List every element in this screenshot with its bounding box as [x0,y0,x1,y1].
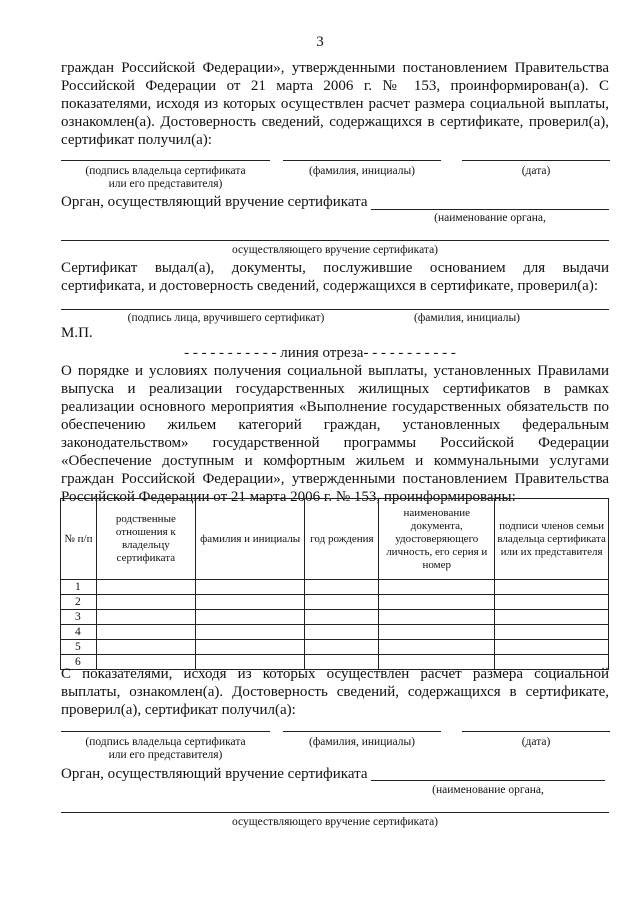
issuer-sign-line [61,309,609,310]
family-members-table [60,498,609,670]
issuing-body-caption-2: осуществляющего вручение сертификата) [231,244,439,256]
row-number: 3 [61,610,97,625]
signature-cell[interactable] [495,625,609,640]
issuing-body-line [371,209,609,210]
relationship-cell[interactable] [96,580,195,595]
row-number: 2 [61,595,97,610]
bottom-paragraph: С показателями, исходя из которых осуществлен расчет размера социальной выплаты, ознакомлен(а). Достоверность сведений, содержащихся в сертификате, проверил(а), сертификат получил(а): [61,666,609,718]
header-full-name: фамилия и инициалы [195,499,305,580]
issuing-body-label: Орган, осуществляющий вручение сертификата [61,194,368,210]
table-row [61,580,609,595]
date-caption: (дата) [521,165,551,177]
table-row [61,640,609,655]
id-document-cell[interactable] [379,580,495,595]
issuing-body-caption: (наименование органа, [434,212,546,224]
name-cell[interactable] [195,625,305,640]
date-caption-2: (дата) [521,736,551,748]
relationship-cell[interactable] [96,595,195,610]
date-line-2 [462,731,610,732]
issuing-body-caption-3: (наименование органа, [432,784,544,796]
table-row [61,625,609,640]
issuing-body-caption-4: осуществляющего вручение сертификата) [231,816,439,828]
birth-year-cell[interactable] [305,595,379,610]
birth-year-cell[interactable] [305,610,379,625]
name-cell[interactable] [195,595,305,610]
owner-signature-caption-2: (подпись владельца сертификата или его представителя) [85,736,246,761]
top-paragraph: граждан Российской Федерации», утвержденными постановлением Правительства Российской Федерации от 21 марта 2006 г. № 153, проинформирован(а). С показателями, исходя из которых осуществлен расчет размера социальной выплаты, ознакомлен(а). Достоверность сведений, содержащихся в сертификате, проверил(а), сертификат получил(а): [61,60,609,148]
table-header-row [61,499,609,580]
issuer-name-caption: (фамилия, инициалы) [413,312,521,324]
id-document-cell[interactable] [379,640,495,655]
issuing-body-label-2: Орган, осуществляющий вручение сертификата [61,766,368,782]
sign-line-1 [61,160,270,161]
id-document-cell[interactable] [379,625,495,640]
name-cell[interactable] [195,610,305,625]
issuing-body-line-full-2 [61,812,609,813]
table-row [61,595,609,610]
row-number: 4 [61,625,97,640]
name-line-1 [283,160,441,161]
page-number: 3 [316,34,324,50]
id-document-cell[interactable] [379,595,495,610]
header-number: № п/п [61,499,97,580]
signature-cell[interactable] [495,595,609,610]
stamp-mark: М.П. [61,325,93,341]
issuer-signature-caption: (подпись лица, вручившего сертификат) [127,312,325,324]
row-number: 6 [61,655,97,670]
relationship-cell[interactable] [96,610,195,625]
sign-line-2 [61,731,270,732]
date-line-1 [462,160,610,161]
signature-cell[interactable] [495,610,609,625]
birth-year-cell[interactable] [305,580,379,595]
id-document-cell[interactable] [379,610,495,625]
issuing-body-line-full [61,240,609,241]
header-id-document: наименование документа, удостоверяющего личность, его серия и номер [379,499,495,580]
name-caption: (фамилия, инициалы) [308,165,416,177]
owner-signature-caption: (подпись владельца сертификата или его представителя) [85,165,246,190]
name-cell[interactable] [195,580,305,595]
table-row [61,610,609,625]
birth-year-cell[interactable] [305,640,379,655]
signature-cell[interactable] [495,640,609,655]
header-signatures: подписи членов семьи владельца сертификата или их представителя [495,499,609,580]
header-birth-year: год рождения [305,499,379,580]
birth-year-cell[interactable] [305,625,379,640]
signature-cell[interactable] [495,580,609,595]
info-paragraph: О порядке и условиях получения социальной выплаты, установленных Правилами выпуска и реализации государственных жилищных сертификатов в рамках реализации основного мероприятия «Выполнение государственных обязательств по обеспечению жильем категорий граждан, установленных федеральным законодательством» государственной программы Российской Федерации «Обеспечение доступным и комфортным жильем и коммунальными услугами граждан Российской Федерации», утвержденными постановлением Правительства Российской Федерации от 21 марта 2006 г. № 153, проинформированы: [61,363,609,505]
cut-line: - - - - - - - - - - - линия отреза- - - - - - - - - - - [184,345,456,361]
name-caption-2: (фамилия, инициалы) [308,736,416,748]
issuing-body-line-2 [371,780,605,781]
row-number: 5 [61,640,97,655]
header-relationship: родственные отношения к владельцу сертификата [96,499,195,580]
relationship-cell[interactable] [96,625,195,640]
name-cell[interactable] [195,640,305,655]
relationship-cell[interactable] [96,640,195,655]
name-line-2 [283,731,441,732]
issuer-paragraph: Сертификат выдал(а), документы, послужившие основанием для выдачи сертификата, и достоверность сведений, содержащихся в сертификате, проверил(а): [61,260,609,294]
row-number: 1 [61,580,97,595]
